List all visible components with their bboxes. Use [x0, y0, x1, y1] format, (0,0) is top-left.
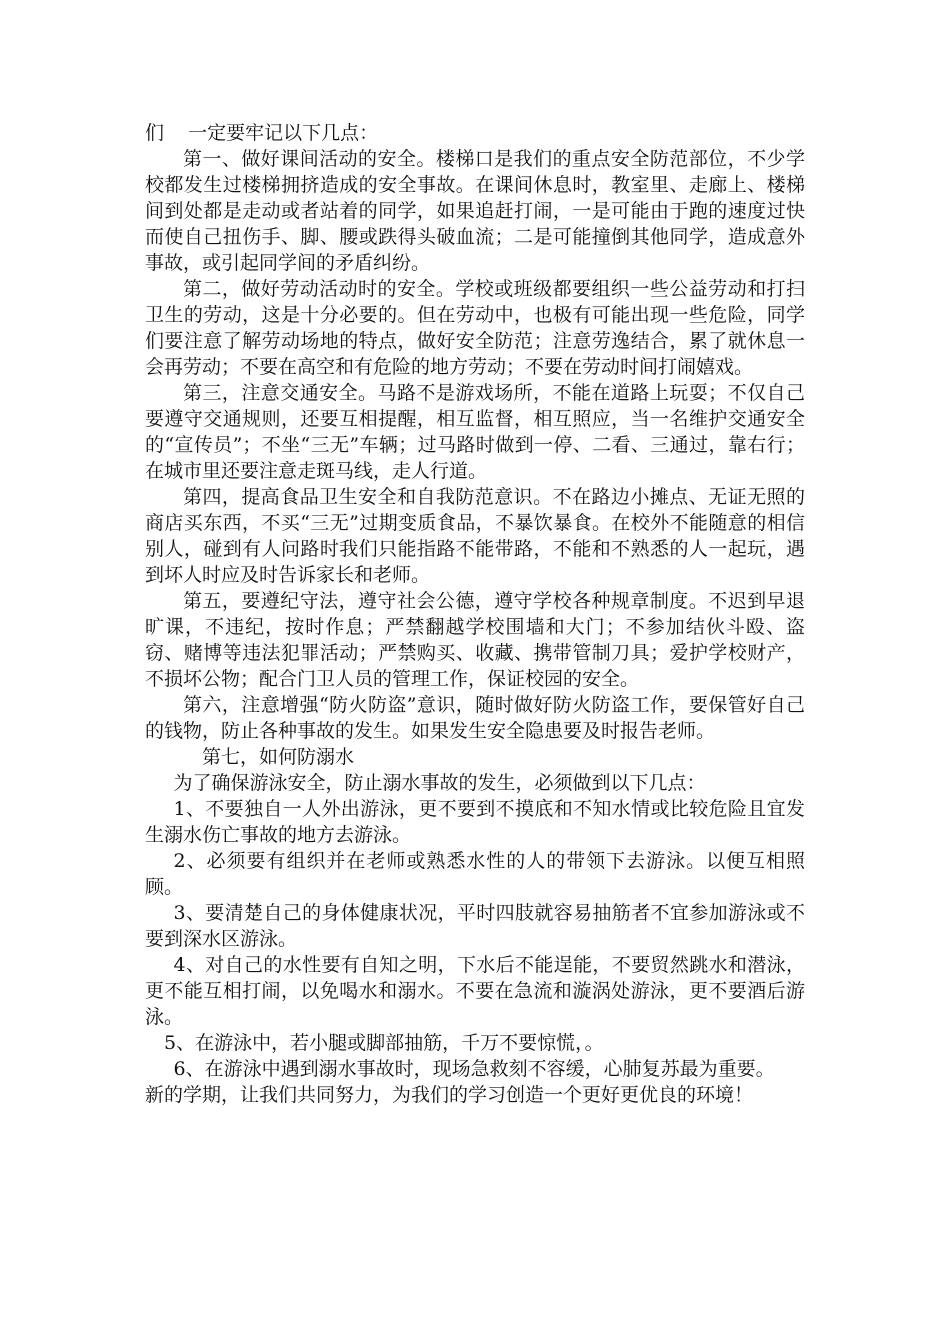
paragraph-point-4: 第四，提高食品卫生安全和自我防范意识。不在路边小摊点、无证无照的商店买东西，不买“三无”过期变质食品，不暴饮暴食。在校外不能随意的相信别人，碰到有人问路时我们只能指路不能带路，不能和不熟悉的人一起玩，遇到坏人时应及时告诉家长和老师。 — [145, 486, 805, 586]
paragraph-swim-intro: 为了确保游泳安全，防止溺水事故的发生，必须做到以下几点： — [173, 772, 706, 794]
closing-paragraph: 新的学期，让我们共同努力，为我们的学习创造一个更好更优良的环境！ — [145, 1084, 754, 1106]
swim-rule-3: 3、要清楚自己的身体健康状况，平时四肢就容易抽筋者不宜参加游泳或不要到深水区游泳。 — [145, 902, 805, 950]
swim-rule-4: 4、对自己的水性要有自知之明，下水后不能逞能，不要贸然跳水和潜泳，更不能互相打闹，以免喝水和溺水。不要在急流和漩涡处游泳，更不要酒后游泳。 — [145, 954, 805, 1028]
swim-rule-1: 1、不要独自一人外出游泳，更不要到不摸底和不知水情或比较危险且宜发生溺水伤亡事故的地方去游泳。 — [145, 798, 805, 846]
document-body — [145, 120, 805, 1108]
paragraph-point-6: 第六，注意增强“防火防盗”意识，随时做好防火防盗工作，要保管好自己的钱物，防止各种事故的发生。如果发生安全隐患要及时报告老师。 — [145, 694, 805, 742]
swim-rule-6: 6、在游泳中遇到溺水事故时，现场急救刻不容缓，心肺复苏最为重要。 — [173, 1058, 775, 1080]
paragraph-intro-continuation: 们 一定要牢记以下几点： — [145, 122, 379, 144]
swim-rule-2: 2、必须要有组织并在老师或熟悉水性的人的带领下去游泳。以便互相照顾。 — [145, 850, 805, 898]
swim-rule-5: 5、在游泳中，若小腿或脚部抽筋，千万不要惊慌，。 — [164, 1032, 604, 1054]
paragraph-point-5: 第五，要遵纪守法，遵守社会公德，遵守学校各种规章制度。不迟到早退旷课，不违纪，按时作息；严禁翻越学校围墙和大门；不参加结伙斗殴、盗窃、赌博等违法犯罪活动；严禁购买、收藏、携带管制刀具；爱护学校财产，不损坏公物；配合门卫人员的管理工作，保证校园的安全。 — [145, 590, 805, 690]
paragraph-point-2: 第二，做好劳动活动时的安全。学校或班级都要组织一些公益劳动和打扫卫生的劳动，这是十分必要的。但在劳动中，也极有可能出现一些危险，同学们要注意了解劳动场地的特点，做好安全防范；注意劳逸结合，累了就休息一会再劳动；不要在高空和有危险的地方劳动；不要在劳动时间打闹嬉戏。 — [145, 278, 805, 378]
heading-point-7: 第七，如何防溺水 — [202, 746, 355, 768]
paragraph-point-1: 第一、做好课间活动的安全。楼梯口是我们的重点安全防范部位，不少学校都发生过楼梯拥挤造成的安全事故。在课间休息时，教室里、走廊上、楼梯间到处都是走动或者站着的同学，如果追赶打闹，一是可能由于跑的速度过快而使自己扭伤手、脚、腰或跌得头破血流；二是可能撞倒其他同学，造成意外事故，或引起同学间的矛盾纠纷。 — [145, 148, 805, 274]
paragraph-point-3: 第三，注意交通安全。马路不是游戏场所，不能在道路上玩耍；不仅自己要遵守交通规则，还要互相提醒，相互监督，相互照应，当一名维护交通安全的“宣传员”；不坐“三无”车辆；过马路时做到一停、二看、三通过，靠右行；在城市里还要注意走斑马线，走人行道。 — [145, 382, 805, 482]
